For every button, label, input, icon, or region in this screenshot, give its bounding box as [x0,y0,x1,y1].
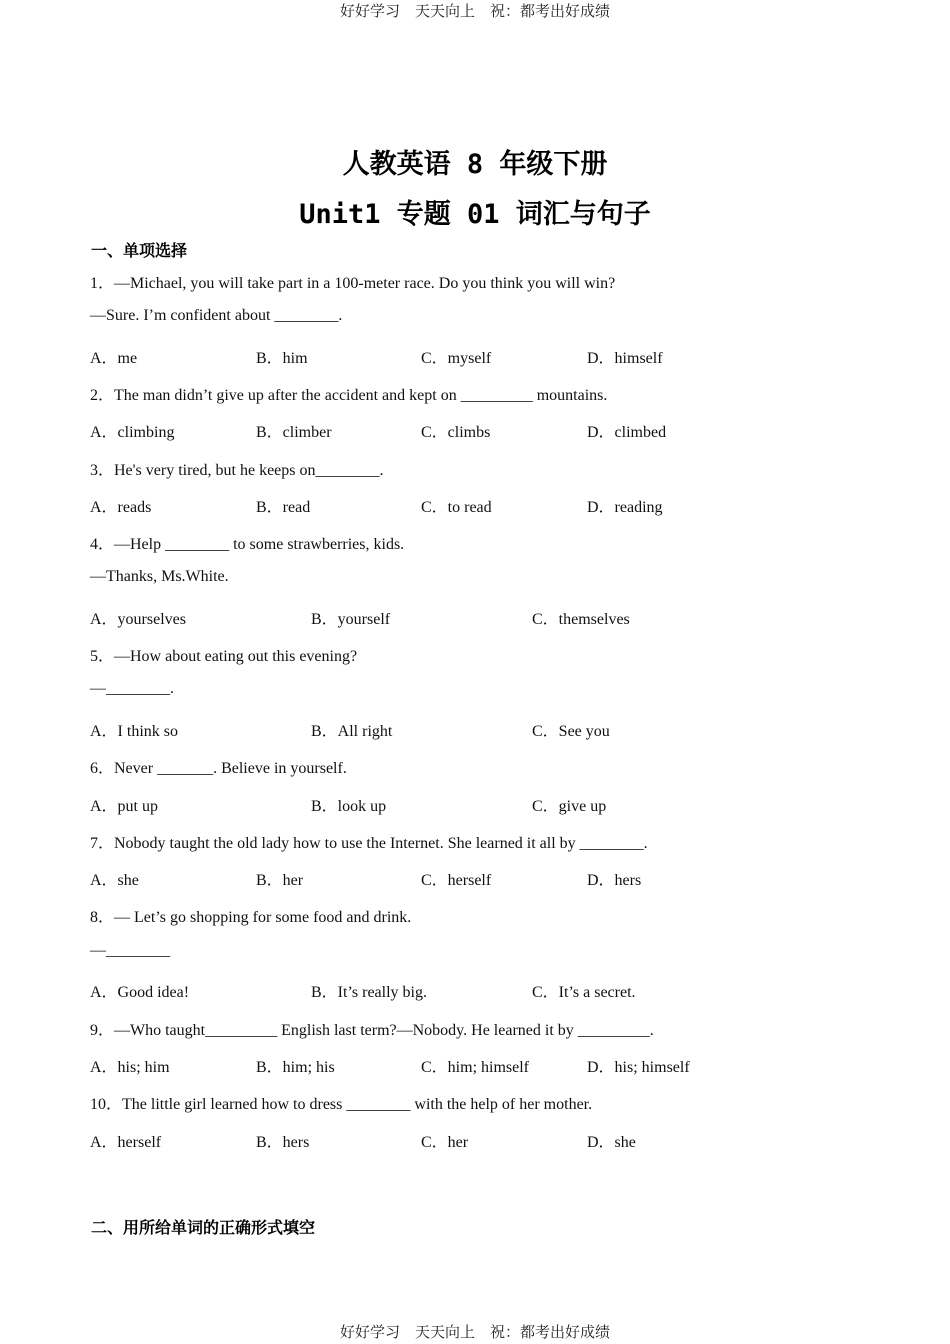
question-7-option-d[interactable]: D．hers [587,872,642,889]
question-10-option-d[interactable]: D．she [587,1134,636,1151]
question-4-option-b[interactable]: B．yourself [311,611,391,628]
question-10-option-c[interactable]: C．her [421,1134,469,1151]
question-1-option-c[interactable]: C．myself [421,350,492,367]
question-1-line-2: —Sure. I’m confident about ________. [90,307,343,324]
question-5-option-b[interactable]: B．All right [311,723,393,740]
document-title: 人教英语 8 年级下册 [342,149,608,180]
question-4-option-c[interactable]: C．themselves [532,611,630,628]
question-8-option-c[interactable]: C．It’s a secret. [532,984,636,1001]
question-3-option-c[interactable]: C．to read [421,499,492,516]
question-4-line-1: 4．—Help ________ to some strawberries, kids. [90,536,405,553]
question-1-option-a[interactable]: A．me [90,350,138,367]
question-2-option-d[interactable]: D．climbed [587,424,667,441]
question-10-line-1: 10．The little girl learned how to dress ________ with the help of her mother. [90,1096,593,1113]
question-2-line-1: 2．The man didn’t give up after the accident and kept on _________ mountains. [90,387,608,404]
question-7-option-c[interactable]: C．herself [421,872,492,889]
question-9-option-c[interactable]: C．him; himself [421,1059,530,1076]
question-5-line-1: 5．—How about eating out this evening? [90,648,358,665]
question-2-option-a[interactable]: A．climbing [90,424,175,441]
question-9-option-a[interactable]: A．his; him [90,1059,170,1076]
question-9-line-1: 9．—Who taught_________ English last term?—Nobody. He learned it by _________. [90,1022,654,1039]
question-2-option-c[interactable]: C．climbs [421,424,491,441]
question-7-option-b[interactable]: B．her [256,872,304,889]
question-5-line-2: —________. [90,680,174,697]
question-6-option-b[interactable]: B．look up [311,798,387,815]
question-3-option-b[interactable]: B．read [256,499,311,516]
question-6-line-1: 6．Never _______. Believe in yourself. [90,760,347,777]
question-10-option-a[interactable]: A．herself [90,1134,162,1151]
question-7-option-a[interactable]: A．she [90,872,139,889]
question-6-option-c[interactable]: C．give up [532,798,607,815]
page-footer: 好好学习 天天向上 祝：都考出好成绩 [339,1323,610,1341]
question-8-option-b[interactable]: B．It’s really big. [311,984,427,1001]
page-header: 好好学习 天天向上 祝：都考出好成绩 [339,2,610,20]
section-title-fill-in: 二、用所给单词的正确形式填空 [91,1218,316,1237]
question-4-option-a[interactable]: A．yourselves [90,611,186,628]
question-8-line-1: 8．— Let’s go shopping for some food and drink. [90,909,412,926]
question-8-line-2: —________ [90,942,170,959]
question-5-option-a[interactable]: A．I think so [90,723,179,740]
question-1-option-b[interactable]: B．him [256,350,308,367]
question-4-line-2: —Thanks, Ms.White. [90,568,229,585]
question-10-option-b[interactable]: B．hers [256,1134,310,1151]
section-title-multiple-choice: 一、单项选择 [91,241,188,260]
question-5-option-c[interactable]: C．See you [532,723,610,740]
question-3-option-d[interactable]: D．reading [587,499,663,516]
question-8-option-a[interactable]: A．Good idea! [90,984,190,1001]
question-3-option-a[interactable]: A．reads [90,499,152,516]
question-7-line-1: 7．Nobody taught the old lady how to use the Internet. She learned it all by ________. [90,835,648,852]
question-3-line-1: 3．He's very tired, but he keeps on________. [90,462,384,479]
question-1-option-d[interactable]: D．himself [587,350,663,367]
question-9-option-d[interactable]: D．his; himself [587,1059,690,1076]
question-9-option-b[interactable]: B．him; his [256,1059,335,1076]
question-1-line-1: 1．—Michael, you will take part in a 100-meter race. Do you think you will win? [90,275,616,292]
document-subtitle: Unit1 专题 01 词汇与句子 [299,199,651,230]
question-2-option-b[interactable]: B．climber [256,424,332,441]
question-6-option-a[interactable]: A．put up [90,798,159,815]
